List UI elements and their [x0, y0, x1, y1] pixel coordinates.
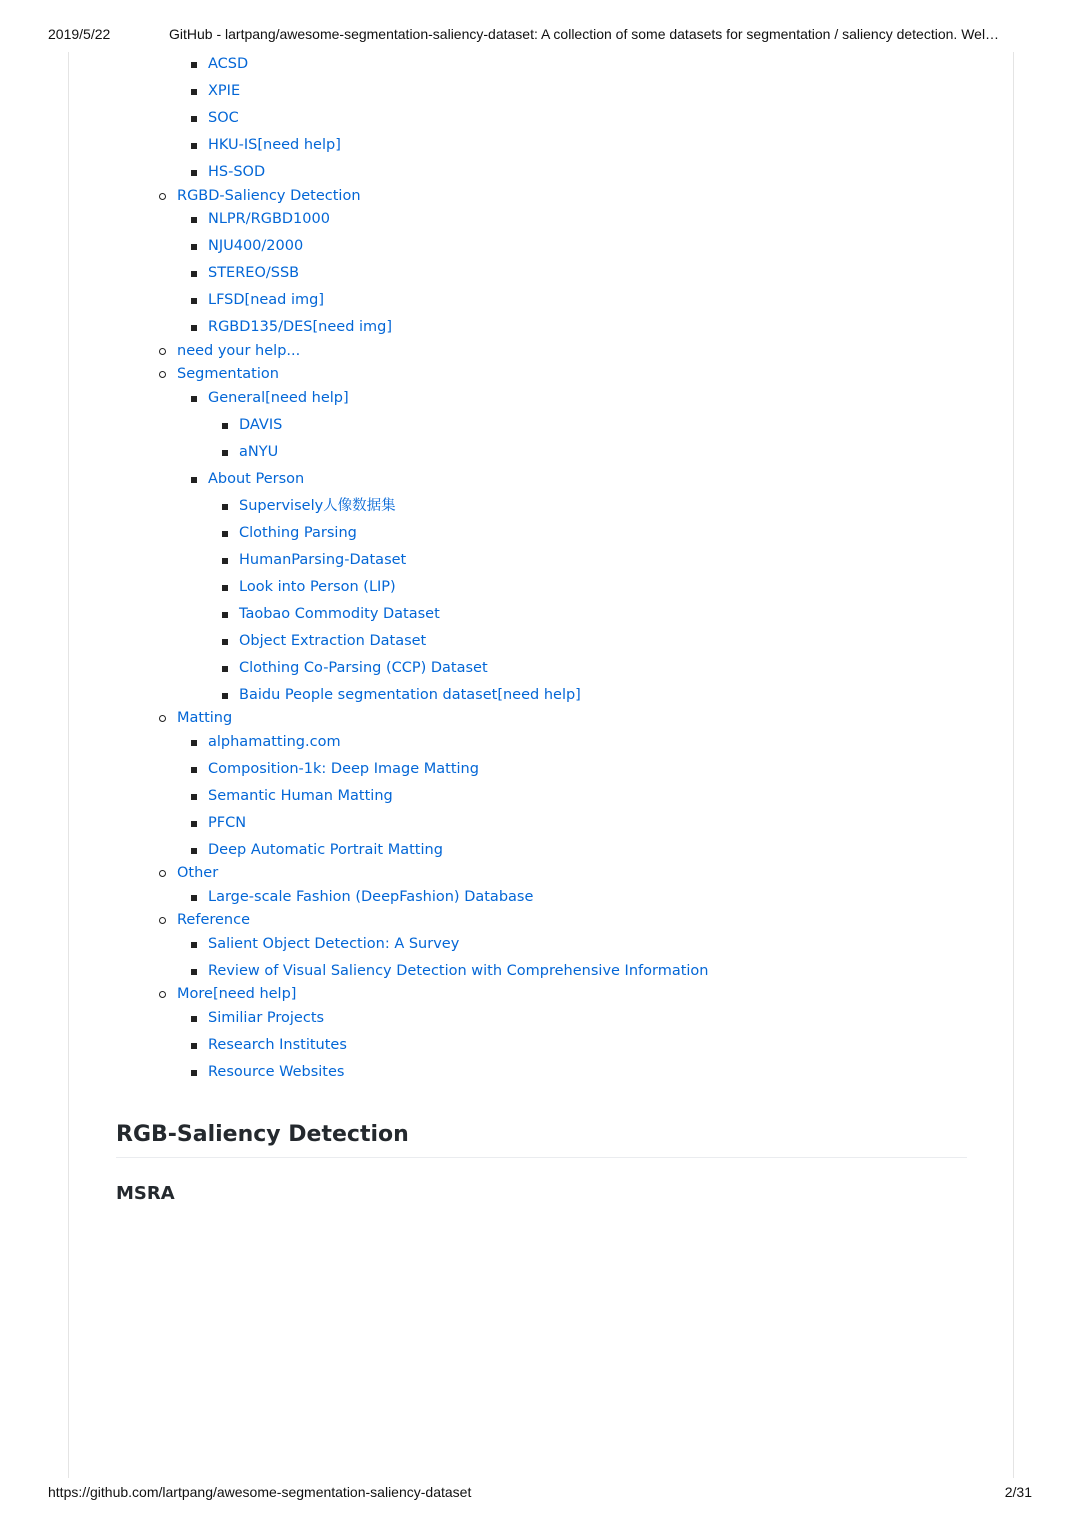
toc-link[interactable]: STEREO/SSB — [208, 265, 300, 281]
square-bullet-icon — [222, 666, 228, 672]
toc-link[interactable]: Clothing Parsing — [239, 524, 357, 541]
circle-bullet-icon — [159, 870, 166, 877]
square-bullet-icon — [191, 271, 197, 277]
toc-link[interactable]: About Person — [208, 470, 305, 487]
heading-divider — [116, 1157, 967, 1158]
toc-item — [0, 105, 1000, 132]
toc-link[interactable]: Semantic Human Matting — [208, 787, 393, 804]
toc-link[interactable]: Salient Object Detection: A Survey — [208, 935, 460, 952]
print-header — [48, 26, 1032, 46]
toc-link[interactable]: need your help... — [177, 342, 301, 359]
toc-item — [0, 547, 1000, 574]
square-bullet-icon — [222, 693, 228, 699]
toc-link[interactable]: Other — [177, 865, 219, 881]
square-bullet-icon — [222, 531, 228, 537]
toc-link[interactable]: More[need help] — [177, 986, 297, 1002]
square-bullet-icon — [191, 143, 197, 149]
toc-link[interactable]: Review of Visual Saliency Detection with Comprehensive Information — [208, 962, 709, 979]
toc-item — [0, 520, 1000, 547]
toc-link[interactable]: Object Extraction Dataset — [239, 632, 427, 649]
toc-link[interactable]: SOC — [208, 110, 239, 126]
circle-bullet-icon — [159, 917, 166, 924]
toc-item — [0, 628, 1000, 655]
circle-bullet-icon — [159, 715, 166, 722]
subsection-heading: MSRA — [116, 1183, 175, 1204]
square-bullet-icon — [191, 62, 197, 68]
toc-link[interactable]: ACSD — [208, 56, 249, 72]
toc-link[interactable]: Composition-1k: Deep Image Matting — [208, 760, 479, 777]
toc-link[interactable]: Segmentation — [177, 366, 279, 382]
toc-item — [0, 601, 1000, 628]
toc-item — [0, 655, 1000, 682]
print-page-title: GitHub - lartpang/awesome-segmentation-saliency-dataset: A collection of some datasets for segmentation / saliency detection. Wel… — [169, 26, 1000, 42]
square-bullet-icon — [191, 396, 197, 402]
toc-item — [0, 466, 1000, 493]
toc-item — [0, 574, 1000, 601]
circle-bullet-icon — [159, 371, 166, 378]
toc-link[interactable]: Deep Automatic Portrait Matting — [208, 841, 443, 858]
toc-item — [0, 260, 1000, 287]
toc-link[interactable]: Taobao Commodity Dataset — [239, 605, 440, 622]
toc-item — [0, 78, 1000, 105]
square-bullet-icon — [191, 1043, 197, 1049]
content-border-right — [1013, 52, 1014, 1478]
square-bullet-icon — [191, 1016, 197, 1022]
square-bullet-icon — [191, 325, 197, 331]
square-bullet-icon — [191, 794, 197, 800]
toc-link[interactable]: RGBD-Saliency Detection — [177, 187, 361, 204]
toc-item — [0, 385, 1000, 412]
toc-link[interactable]: Large-scale Fashion (DeepFashion) Database — [208, 888, 534, 905]
toc-item — [0, 1059, 1000, 1086]
toc-item — [0, 810, 1000, 837]
toc-link[interactable]: Clothing Co-Parsing (CCP) Dataset — [239, 659, 488, 676]
square-bullet-icon — [191, 895, 197, 901]
toc-link[interactable]: Research Institutes — [208, 1036, 347, 1053]
square-bullet-icon — [191, 298, 197, 304]
toc-item — [0, 206, 1000, 233]
toc-item — [0, 439, 1000, 466]
square-bullet-icon — [222, 612, 228, 618]
print-date: 2019/5/22 — [48, 26, 111, 42]
square-bullet-icon — [191, 170, 197, 176]
toc-item — [0, 1032, 1000, 1059]
toc-link[interactable]: aNYU — [239, 443, 279, 460]
circle-bullet-icon — [159, 991, 166, 998]
square-bullet-icon — [191, 767, 197, 773]
square-bullet-icon — [191, 217, 197, 223]
toc-link[interactable]: XPIE — [208, 83, 241, 99]
toc-link[interactable]: Matting — [177, 710, 233, 726]
print-footer — [48, 1484, 1032, 1504]
toc-link[interactable]: NLPR/RGBD1000 — [208, 211, 330, 227]
square-bullet-icon — [191, 1070, 197, 1076]
toc-item — [0, 756, 1000, 783]
toc-item — [0, 1005, 1000, 1032]
toc-link[interactable]: PFCN — [208, 814, 247, 831]
square-bullet-icon — [191, 116, 197, 122]
square-bullet-icon — [191, 740, 197, 746]
toc-item — [0, 132, 1000, 159]
toc-link[interactable]: NJU400/2000 — [208, 238, 304, 254]
toc-link[interactable]: Reference — [177, 912, 251, 928]
section-heading: RGB-Saliency Detection — [116, 1122, 409, 1147]
toc-link[interactable]: LFSD[nead img] — [208, 292, 325, 308]
square-bullet-icon — [191, 942, 197, 948]
square-bullet-icon — [222, 585, 228, 591]
square-bullet-icon — [191, 848, 197, 854]
toc-item — [0, 729, 1000, 756]
square-bullet-icon — [191, 477, 197, 483]
toc-link[interactable]: Look into Person (LIP) — [239, 578, 396, 595]
toc-item — [0, 51, 1000, 78]
square-bullet-icon — [222, 423, 228, 429]
circle-bullet-icon — [159, 193, 166, 200]
toc-link[interactable]: Baidu People segmentation dataset[need help] — [239, 686, 581, 703]
square-bullet-icon — [222, 639, 228, 645]
square-bullet-icon — [222, 450, 228, 456]
toc-link[interactable]: Resource Websites — [208, 1063, 345, 1080]
toc-item — [0, 783, 1000, 810]
square-bullet-icon — [222, 558, 228, 564]
toc-item — [0, 287, 1000, 314]
page-number: 2/31 — [1004, 1484, 1032, 1500]
toc-item — [0, 931, 1000, 958]
toc-link[interactable]: Similiar Projects — [208, 1009, 325, 1026]
toc-link[interactable]: Supervisely人像数据集 — [239, 497, 396, 514]
print-url: https://github.com/lartpang/awesome-segmentation-saliency-dataset — [48, 1484, 472, 1500]
toc-link[interactable]: HKU-IS[need help] — [208, 137, 341, 153]
toc-link[interactable]: DAVIS — [239, 416, 283, 433]
toc-link[interactable]: HS-SOD — [208, 164, 266, 180]
toc-item — [0, 412, 1000, 439]
toc-link[interactable]: RGBD135/DES[need img] — [208, 319, 393, 335]
toc-item — [0, 493, 1000, 520]
toc-link[interactable]: General[need help] — [208, 389, 349, 406]
toc-link[interactable]: HumanParsing-Dataset — [239, 551, 407, 568]
toc-link[interactable]: alphamatting.com — [208, 733, 341, 750]
square-bullet-icon — [191, 969, 197, 975]
square-bullet-icon — [191, 89, 197, 95]
square-bullet-icon — [191, 821, 197, 827]
square-bullet-icon — [191, 244, 197, 250]
square-bullet-icon — [222, 504, 228, 510]
circle-bullet-icon — [159, 348, 166, 355]
toc-item — [0, 233, 1000, 260]
